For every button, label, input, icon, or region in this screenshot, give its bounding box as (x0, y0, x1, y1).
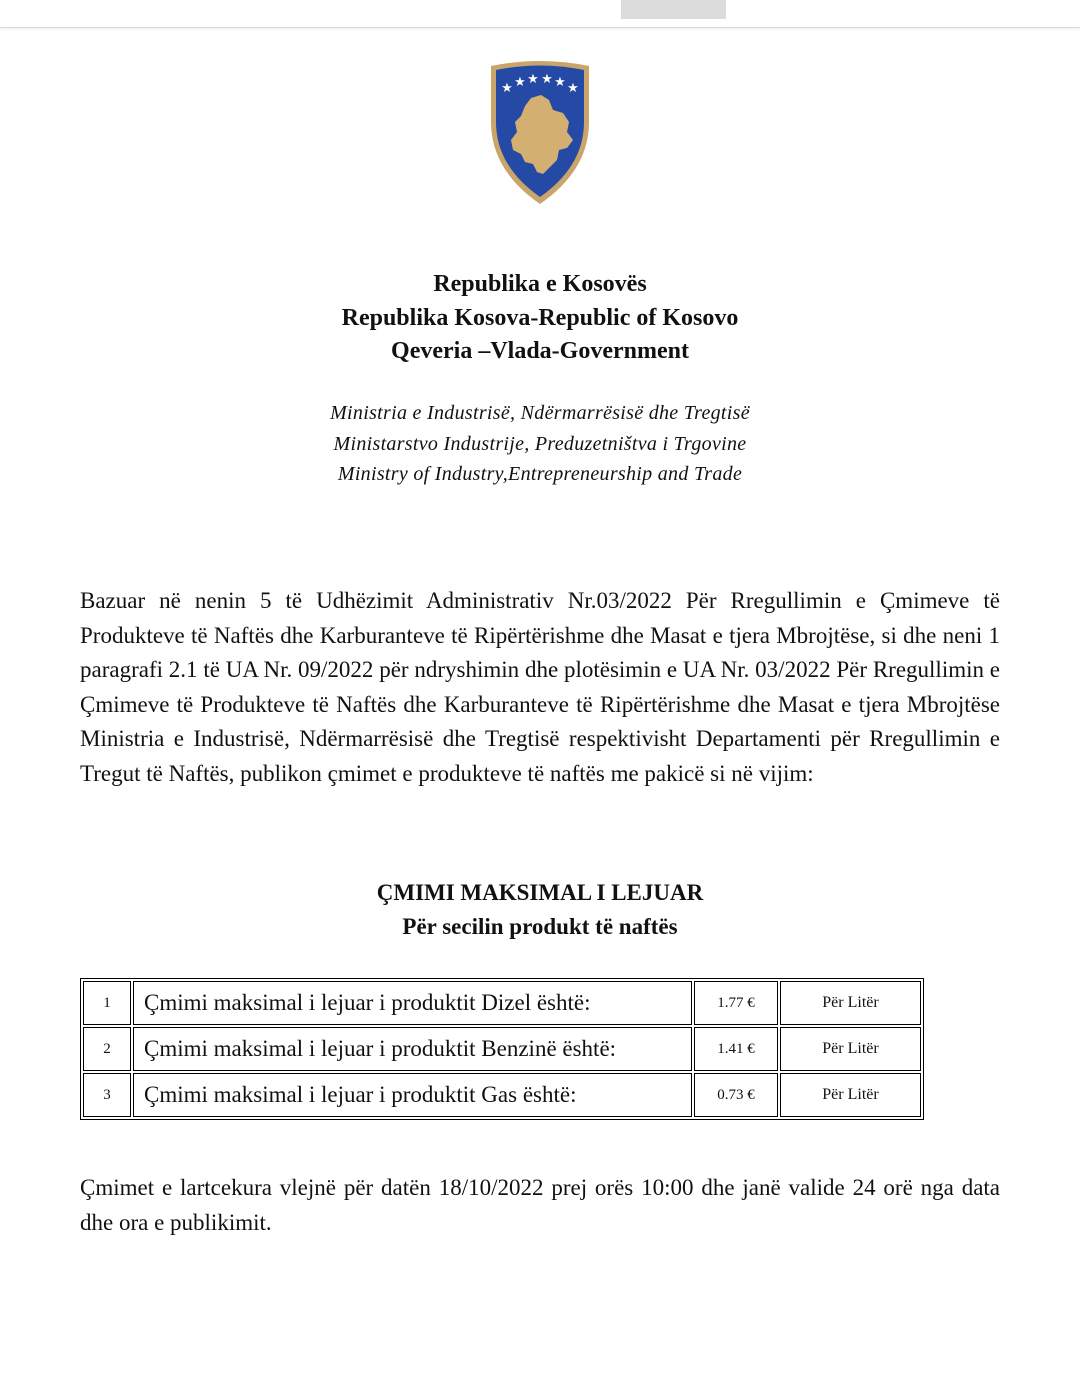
header-line-1: Republika e Kosovës (433, 271, 647, 297)
table-row (83, 1027, 921, 1071)
svg-text:★: ★ (501, 81, 513, 96)
ministry-line-1: Ministria e Industrisë, Ndërmarrësisë dhe Tregtisë (330, 402, 750, 424)
row-number: 1 (83, 981, 131, 1025)
row-description: Çmimi maksimal i lejuar i produktit Benzinë është: (133, 1027, 692, 1071)
section-title: ÇMIMI MAKSIMAL I LEJUAR (376, 880, 704, 905)
row-price: 1.77 € (694, 981, 778, 1025)
row-description: Çmimi maksimal i lejuar i produktit Gas është: (133, 1073, 692, 1117)
ministry-line-3: Ministry of Industry,Entrepreneurship and Trade (337, 463, 743, 485)
row-unit: Për Litër (780, 1027, 921, 1071)
header-line-2: Republika Kosova-Republic of Kosovo (341, 304, 739, 331)
table-row (83, 981, 921, 1025)
table-row (83, 1073, 921, 1117)
svg-text:★: ★ (527, 72, 539, 87)
row-description: Çmimi maksimal i lejuar i produktit Dizel është: (133, 981, 692, 1025)
viewer-tab[interactable] (621, 0, 726, 19)
header-line-3: Qeveria –Vlada-Government (391, 338, 689, 364)
svg-text:★: ★ (554, 75, 566, 90)
svg-text:★: ★ (567, 81, 579, 96)
row-price: 1.41 € (694, 1027, 778, 1071)
row-unit: Për Litër (780, 1073, 921, 1117)
ministry-line-2: Ministarstvo Industrije, Preduzetništva i Trgovine (333, 432, 747, 455)
row-number: 3 (83, 1073, 131, 1117)
ministry-header (0, 398, 1080, 490)
closing-paragraph: Çmimet e lartcekura vlejnë për datën 18/10/2022 prej orës 10:00 dhe janë valide 24 orë nga data dhe ora e publikimit. (80, 1175, 1000, 1235)
kosovo-coat-of-arms-icon (487, 58, 593, 206)
svg-text:★: ★ (541, 72, 553, 87)
row-number: 2 (83, 1027, 131, 1071)
intro-paragraph: Bazuar në nenin 5 të Udhëzimit Administrativ Nr.03/2022 Për Rregullimin e Çmimeve të Produkteve të Naftës dhe Karburanteve të Ripërtërishme dhe Masat e tjera Mbrojtëse, si dhe neni 1 paragrafi 2.1 të UA Nr. 09/2022 për ndryshimin dhe plotësimin e UA Nr. 03/2022 Për Rregullimin e Çmimeve të Produkteve të Naftës dhe Karburanteve të Ripërtërishme dhe Masat e tjera Mbrojtëse Ministria e Industrisë, Ndërmarrësisë dhe Tregtisë respektivisht Departamenti për Rregullimin e Tregut të Naftës, publikon çmimet e produkteve të naftës me pakicë si në vijim: (80, 588, 1000, 786)
viewer-top-bar (0, 0, 1080, 28)
section-heading (0, 876, 1080, 944)
row-price: 0.73 € (694, 1073, 778, 1117)
price-table (80, 978, 924, 1120)
section-subtitle: Për secilin produkt të naftës (402, 914, 678, 939)
svg-text:★: ★ (514, 75, 526, 90)
row-unit: Për Litër (780, 981, 921, 1025)
government-header (0, 268, 1080, 369)
